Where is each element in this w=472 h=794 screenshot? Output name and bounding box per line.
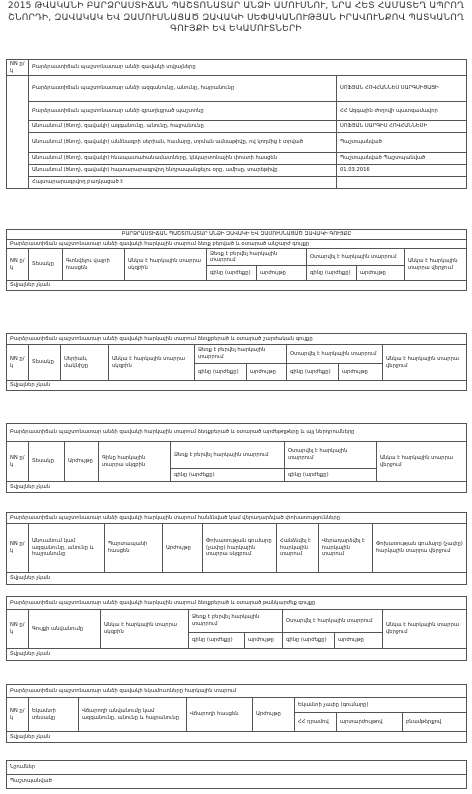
protected-label: Պաշտպանված xyxy=(7,775,467,789)
col-given: Հանձնվել է հարկային տարում xyxy=(277,524,319,573)
info-value: Պաշտպանված xyxy=(337,133,467,153)
info-label: Անուանում (ծնող), զավակի) հայտարարագրվող ենդրապանցելու օրը, ամիսը, տարեթիվը xyxy=(29,165,337,177)
no-data: Տվյալներ չկան xyxy=(7,732,467,743)
col-returned: Վերադարձվել է հարկային տարում xyxy=(319,524,373,573)
section-movable xyxy=(6,333,467,391)
col-no: NN ը/կ xyxy=(7,610,29,649)
col-price: գինը (արժեքը) xyxy=(171,469,285,482)
col-price: գինը (արժեքը) xyxy=(195,364,247,381)
info-label: Անուանում (ծնող), զավակի) ազգանունը, անունը, հայրանունը xyxy=(29,121,337,133)
col-owner: Անկա է հարկային տարրա սկզբին xyxy=(109,345,195,381)
info-value: ՀՀ Ազգային ժողովի պատգամավոր xyxy=(337,102,467,121)
col-value: արժույթը xyxy=(257,266,307,281)
section-subtitle: Բարձրաստիճան պաշտոնատար անձի զավակի հարկային տարում հանձնված կամ վերադարձված փոխառությունները xyxy=(7,513,467,524)
col-value: արժույթը xyxy=(339,364,383,381)
col-owner-end: Անկա է հարկային տարրա վերջում xyxy=(383,345,467,381)
col-alienated: Օտարվել է հարկային տարրում xyxy=(287,345,383,364)
col-owner-end: Անկա է հարկային տարրա վերջում xyxy=(383,610,467,649)
notes-label: Նշումներ xyxy=(7,761,467,775)
col-location: Գտնվելու վայրի հասցեն xyxy=(63,249,125,281)
col-price: գինը (արժեքը) xyxy=(189,633,245,649)
col-amount: Եկամտի չափը (գումարը) xyxy=(295,698,467,713)
no-data: Տվյալներ չկան xyxy=(7,381,467,391)
info-value xyxy=(337,177,467,189)
col-value: արժույթը xyxy=(245,633,283,649)
col-alienated: Օտարվել է հարկային տարրում xyxy=(283,610,383,633)
section-income xyxy=(6,684,467,743)
col-no: NN ը/կ xyxy=(7,698,29,732)
no-data: Տվյալներ չկան xyxy=(7,482,467,493)
info-value: 01.03.2016 xyxy=(337,165,467,177)
col-currency: Արժույթը xyxy=(253,698,295,732)
col-payer-addr: Վճարողի հասցեն xyxy=(187,698,253,732)
col-payer: Վճարողի անվանումը կամ ազգանունը, անունը և հայրանունը xyxy=(79,698,187,732)
col-amount-start: Փոխառության գումարը (չափը) հարկային տարրա սկզբում xyxy=(203,524,277,573)
col-cost: Գինը հարկային տարրա սկզբին xyxy=(99,442,171,482)
col-acquired: Ձեռք է բերվել հարկային տարրում xyxy=(195,345,287,364)
col-type: Տեսակը xyxy=(29,345,61,381)
col-acquired: Ձեռք է բերվել հարկային տարրում xyxy=(189,610,283,633)
col-owner: Անկա է հարկային տարրա սկզբին xyxy=(125,249,207,281)
col-price: գինը (արժեքը) xyxy=(287,364,339,381)
col-type: Տեսակը xyxy=(29,442,65,482)
official-info-table xyxy=(6,59,467,189)
col-name: Անուանում կամ ազգանունը, անունը և հայրանունը xyxy=(29,524,105,573)
official-label: Բարձրաստիճան պաշտոնատար անձի զավակի տվյալները xyxy=(29,60,467,76)
section-real-estate xyxy=(6,229,467,291)
col-price: գինը (արժեքը) xyxy=(283,633,335,649)
section-subtitle: Բարձրաստիճան պաշտոնատար անձի զավակի հարկային տարում ձեռքբերած և օտարած արժեթղթերը և այլ ներդրումները xyxy=(7,424,467,442)
col-value: արժույթը xyxy=(335,633,383,649)
no-label: NN ը/կ xyxy=(7,60,29,76)
col-price: գինը (արժեքը) xyxy=(285,469,377,482)
col-property: Գույքի անվանումը xyxy=(29,610,101,649)
col-alienated: Օտարվել է հարկային տարրում xyxy=(307,249,405,266)
no-data: Տվյալներ չկան xyxy=(7,281,467,291)
col-acquired: Ձեռք է բերվել հարկային տարրում xyxy=(207,249,307,266)
col-borrower: Պարտապանի հասցեն xyxy=(105,524,163,573)
section-loans xyxy=(6,512,467,585)
col-no: NN ը/կ xyxy=(7,524,29,573)
col-amount-end: Փոխառության գումարը (չափը) հարկային տարրա վերջում xyxy=(373,524,467,573)
col-no: NN ը/կ xyxy=(7,442,29,482)
col-type: Տեսակը xyxy=(29,249,63,281)
info-value: Պաշտպանված Պաշտպանված xyxy=(337,153,467,165)
col-amd: ՀՀ դրամով xyxy=(295,713,337,732)
col-owner-end: Անկա է հարկային տարրա վերջում xyxy=(377,442,467,482)
footer-table xyxy=(6,760,467,789)
col-income-type: Եկամտի տեսակը xyxy=(29,698,79,732)
info-value: ՍՈՖՅԱՆ ՀՈՎՀԱՆՆԵՍ ՍԱՐԳՍԻՑԱՅԻ xyxy=(337,76,467,102)
info-label: Բարձրաստիճան պաշտոնատար անձի զբաղեցրած պաշտոնը xyxy=(29,102,337,121)
col-currency: Արժույթը xyxy=(163,524,203,573)
document-title: 2015 ԹՎԱԿԱՆԻ ԲԱՐՁՐԱՍՏԻՃԱՆ ՊԱՇՏՈՆԱՏԱՐ ԱՆՁԻ ԱՄՈՒՍՆՈՒ, ՆՐԱ ՀԵՏ ՀԱՄԱՏԵՂ ԱՊՐՈՂ ՇՆՈՐԴԻ, ԶԱՎԱԿԱԿ ԵՎ ԶԱՄՈՒՍՆԱՑԱԾ ԶԱՎԱԿԻ ՍԵՓԱԿԱՆՈՒԹՅԱՆ ԻՐԱՎՈՒՆՔՈՎ ՊԱՏԿԱՆՈՂ ԳՈՒՅՔԻ ԵՎ ԵԿԱՄՈՒՏՆԵՐԻ xyxy=(7,1,465,34)
info-label: Բարձրաստիճան պաշտոնատար անձի ազգանունը, անունը, հայրանունը xyxy=(29,76,337,102)
col-value: արժույթը xyxy=(247,364,287,381)
col-price: գինը (արժեքը) xyxy=(207,266,257,281)
col-currency: Արժույթը xyxy=(65,442,99,482)
col-acquired: Ձեռք է բերվել հարկային տարրում xyxy=(171,442,285,469)
col-value: արժույթը xyxy=(357,266,405,281)
info-value: ՍՈՖՅԱՆ ՍԱՐԳԻՍ ՀՈՎՀԱՆՆԵՍԻ xyxy=(337,121,467,133)
section-subtitle: Բարձրաստիճան պաշտոնատար անձի զավակի հարկային տարում ձեռքբերած և օտարած թանկարժեք գույքը xyxy=(7,597,467,610)
col-no: NN ը/կ xyxy=(7,249,29,281)
col-price: գինը (արժեքը) xyxy=(307,266,357,281)
section-subtitle: Բարձրաստիճան պաշտոնատար անձի զավակի եկամուտները հարկային տարում xyxy=(7,685,467,698)
section-valuables xyxy=(6,596,467,661)
info-label: Անուանում (ծնող), զավակի) հնապատահանամատները, կնկարտոնային փոստի հասցեն xyxy=(29,153,337,165)
section-subtitle: Բարձրաստիճան պաշտոնատար անձի զավակի հարկային տարում ձեռք բերված և օտարած անշարժ գույքը xyxy=(7,239,467,249)
info-label: Անուանում (ծնող), զավակի) անձնագրի սերիան, համարը, տրման ամսաթիվը, ով կողմից է տրված xyxy=(29,133,337,153)
col-series: Սերիան, մակնիշը xyxy=(61,345,109,381)
col-no: NN ը/կ xyxy=(7,345,29,381)
col-owner-end: Անկա է հարկային տարրա վերջում xyxy=(405,249,467,281)
no-data: Տվյալներ չկան xyxy=(7,649,467,661)
section-title: ԲԱՐՁՐԱՍՏԻՃԱՆ ՊԱՇՏՈՆԱՏԱՐ ԱՆՁԻ ԶԱՎԱԿԻ ԵՎ ԶԱՄՈՒՍՆԱՑԱԾ ԶԱՎԱԿԻ ԳՈՒՅՔԸ xyxy=(7,230,467,240)
col-foreign: արտարժույթով xyxy=(337,713,403,732)
no-cell xyxy=(7,76,29,189)
no-data: Տվյալներ չկան xyxy=(7,573,467,585)
col-alienated: Օտարվել է հարկային տարրում xyxy=(285,442,377,469)
section-subtitle: Բարձրաստիճան պաշտոնատար անձի զավակի հարկային տարում ձեռքբերած և օտարած շարժական գույքը xyxy=(7,334,467,345)
col-other: բնամթերքով xyxy=(403,713,467,732)
section-securities xyxy=(6,423,467,493)
info-label: Հայտարարագրվող բաղկացած է xyxy=(29,177,337,189)
col-owner: Անկա է հարկային տարրա սկզբին xyxy=(101,610,189,649)
